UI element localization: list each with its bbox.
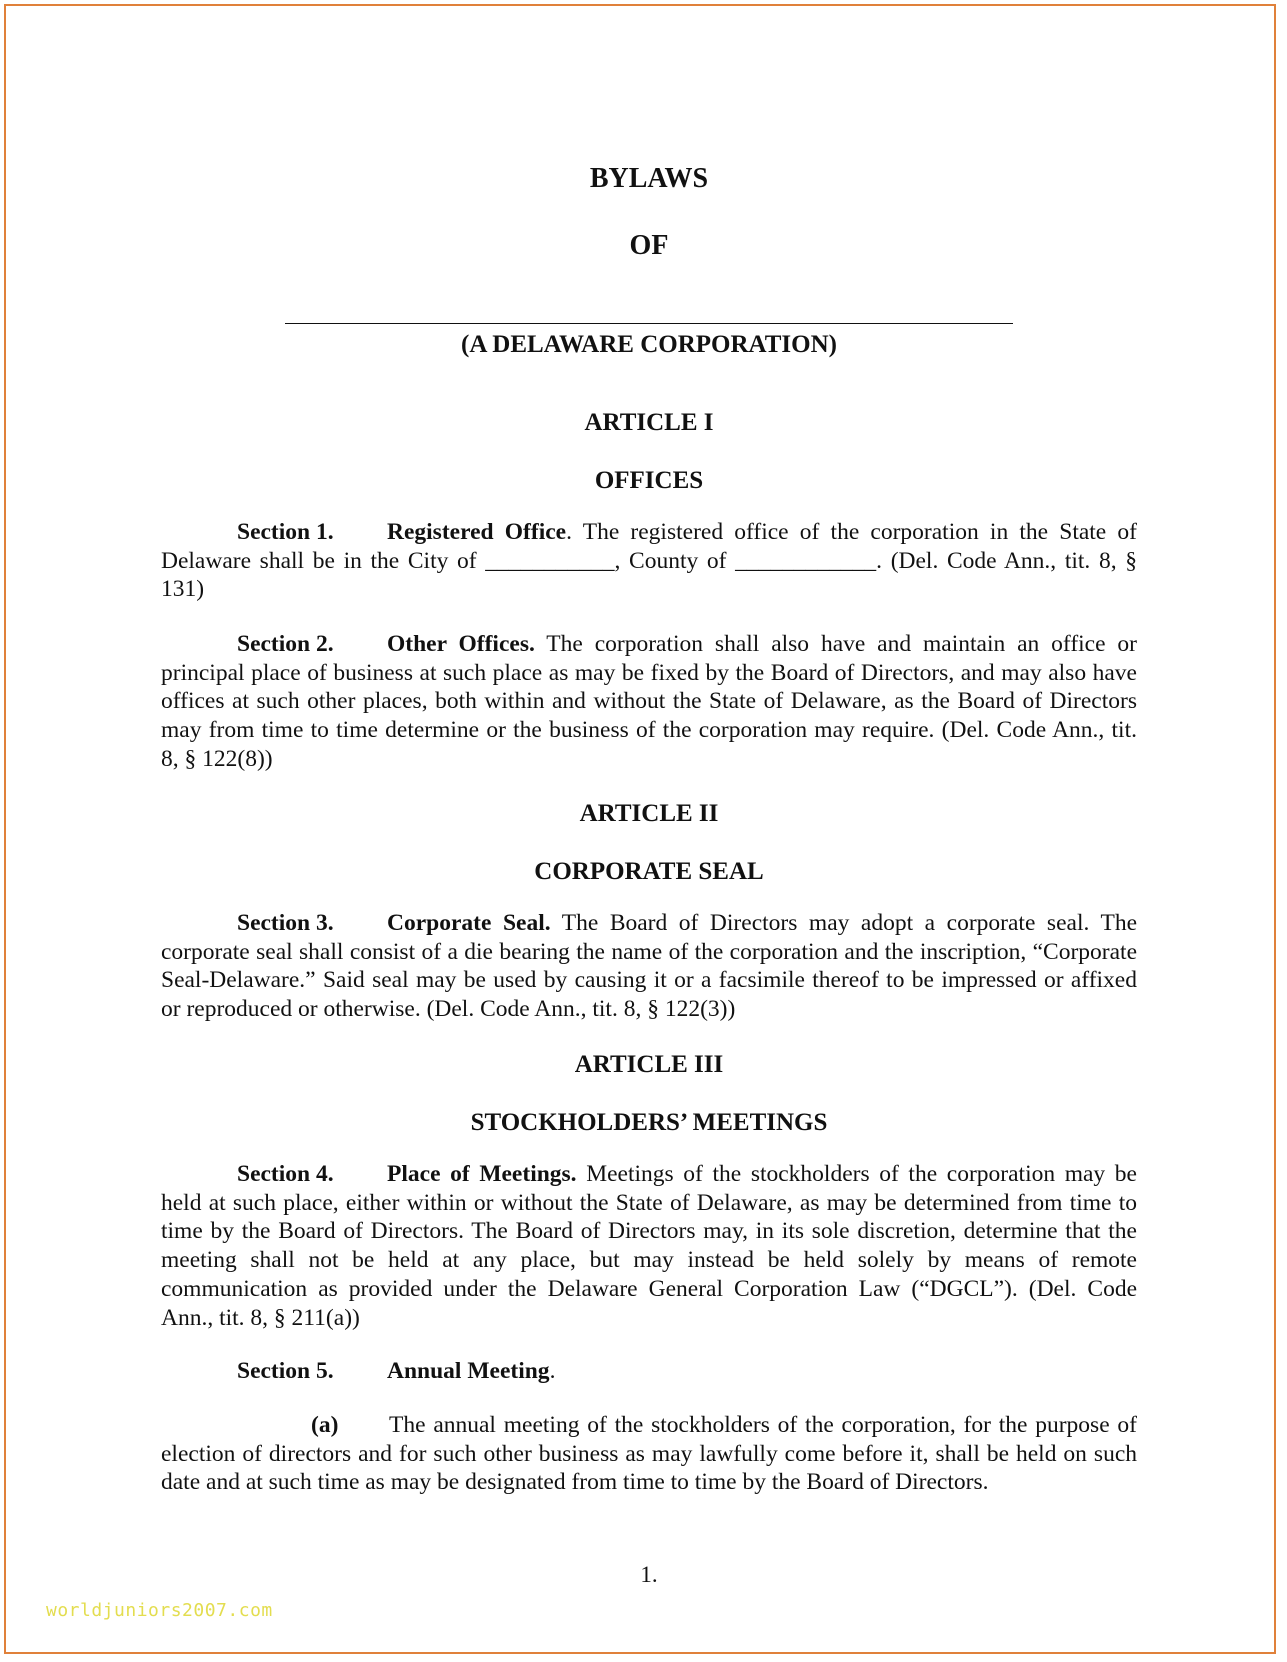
section-3-label: Section 3. (237, 910, 334, 936)
section-5a-paragraph (161, 1411, 1137, 1497)
watermark-text: worldjuniors2007.com (46, 1600, 273, 1621)
section-4-heading: Place of Meetings. (387, 1161, 577, 1187)
section-2-paragraph (161, 630, 1137, 774)
section-4-paragraph (161, 1160, 1137, 1332)
corporation-name-blank (285, 323, 1013, 324)
section-3-heading: Corporate Seal. (387, 910, 551, 936)
section-1-label: Section 1. (237, 519, 334, 545)
section-4-label: Section 4. (237, 1161, 334, 1187)
section-1-heading: Registered Office (387, 519, 567, 545)
section-5a-label: (a) (311, 1412, 339, 1438)
section-5-paragraph (161, 1357, 1137, 1386)
page-number: 1. (640, 1562, 658, 1587)
document-frame (4, 4, 1276, 1654)
article-2-title: CORPORATE SEAL (534, 858, 764, 885)
section-5a-text: The annual meeting of the stockholders of the corporation, for the purpose of election of directors and for such other business as may lawfully come before it, shall be held on such date and at such time as may be designated from time to time by the Board of Directors. (161, 1412, 1137, 1496)
article-2-number: ARTICLE II (579, 800, 719, 827)
article-1-title: OFFICES (594, 467, 704, 494)
document-title-of: OF (629, 230, 669, 261)
section-2-label: Section 2. (237, 631, 334, 657)
document-title: BYLAWS (589, 163, 709, 194)
section-4-text: Meetings of the stockholders of the corporation may be held at such place, either within or without the State of Delaware, as may be determined from time to time by the Board of Directors. The Board of Directors may, in its sole discretion, determine that the meeting shall not be held at any place, but may instead be held solely by means of remote communication as provided under the Delaware General Corporation Law (“DGCL”). (Del. Code Ann., tit. 8, § 211(a)) (161, 1161, 1137, 1331)
section-5-heading: Annual Meeting (387, 1358, 550, 1384)
article-3-number: ARTICLE III (574, 1051, 724, 1078)
section-1-text: The registered office of the corporation in the State of Delaware shall be in the City of ___________, County of ____________. (Del. Code Ann., tit. 8, § 131) (161, 519, 1137, 603)
section-3-text: The Board of Directors may adopt a corporate seal. The corporate seal shall consist of a die bearing the name of the corporation and the inscription, “Corporate Seal-Delaware.” Said seal may be used by causing it or a facsimile thereof to be impressed or affixed or reproduced or otherwise. (Del. Code Ann., tit. 8, § 122(3)) (161, 910, 1138, 1023)
document-subtitle: (A DELAWARE CORPORATION) (461, 331, 837, 358)
article-3-title: STOCKHOLDERS’ MEETINGS (470, 1109, 828, 1136)
section-5-heading-punct: . (549, 1358, 556, 1384)
section-2-text: The corporation shall also have and maintain an office or principal place of business at such place as may be fixed by the Board of Directors, and may also have offices at such other places, both within and without the State of Delaware, as the Board of Directors may from time to time determine or the business of the corporation may require. (Del. Code Ann., tit. 8, § 122(8)) (161, 631, 1138, 772)
section-2-heading: Other Offices. (387, 631, 535, 657)
section-5-label: Section 5. (237, 1358, 334, 1384)
section-1-heading-punct: . (566, 519, 572, 545)
section-3-paragraph (161, 909, 1137, 1024)
section-1-paragraph (161, 518, 1137, 604)
article-1-number: ARTICLE I (584, 409, 714, 436)
